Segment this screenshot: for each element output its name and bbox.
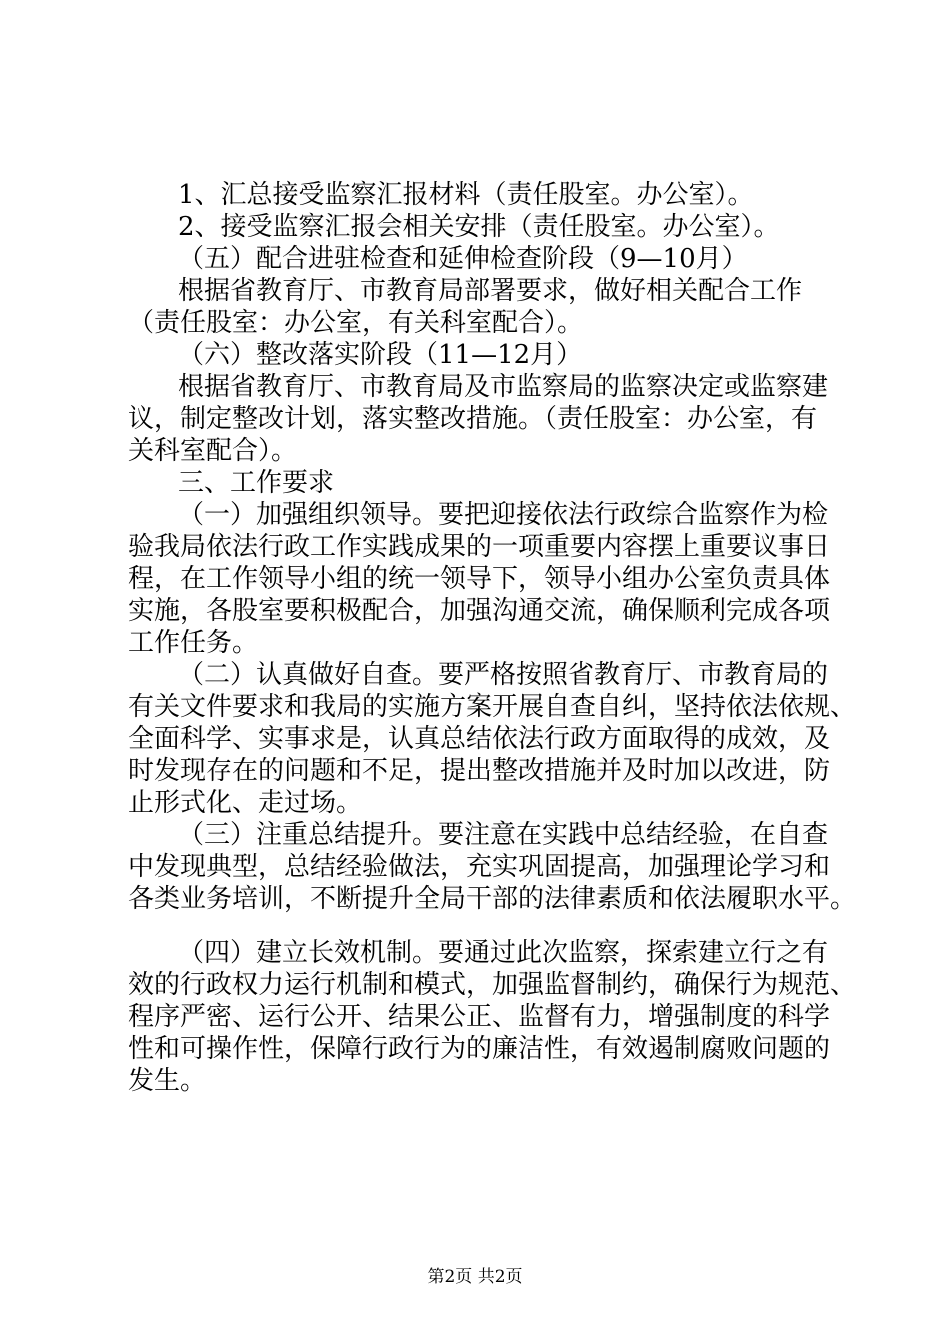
- paragraph-line: 效的行政权力运行机制和模式，加强监督制约，确保行为规范、: [128, 970, 857, 1000]
- paragraph-line: 根据省教育厅、市教育局部署要求，做好相关配合工作: [178, 276, 803, 306]
- paragraph-line: 实施，各股室要积极配合，加强沟通交流，确保顺利完成各项: [128, 596, 831, 626]
- paragraph-line: 性和可操作性，保障行政行为的廉洁性，有效遏制腐败问题的: [128, 1034, 831, 1064]
- paragraph-line: （二）认真做好自查。要严格按照省教育厅、市教育局的: [178, 660, 829, 690]
- paragraph-line: （四）建立长效机制。要通过此次监察，探索建立行之有: [178, 938, 829, 968]
- paragraph-line: 发生。: [128, 1066, 207, 1096]
- paragraph-line: 程序严密、运行公开、结果公正、监督有力，增强制度的科学: [128, 1002, 831, 1032]
- list-item-1: 1、汇总接受监察汇报材料（责任股室。办公室）。: [178, 180, 754, 210]
- paragraph-line: 工作任务。: [128, 628, 259, 658]
- paragraph-line: 验我局依法行政工作实践成果的一项重要内容摆上重要议事日: [128, 532, 831, 562]
- paragraph-line: （一）加强组织领导。要把迎接依法行政综合监察作为检: [178, 500, 829, 530]
- page-footer: 第2页 共2页: [427, 1267, 523, 1287]
- paragraph-line: 各类业务培训，不断提升全局干部的法律素质和依法履职水平。: [128, 884, 857, 914]
- paragraph-line: （三）注重总结提升。要注意在实践中总结经验，在自查: [178, 820, 829, 850]
- paragraph-line: （责任股室：办公室，有关科室配合）。: [128, 308, 584, 338]
- paragraph-line: 议，制定整改计划，落实整改措施。（责任股室：办公室，有: [128, 404, 818, 434]
- paragraph-line: 根据省教育厅、市教育局及市监察局的监察决定或监察建: [178, 372, 829, 402]
- paragraph-line: 关科室配合）。: [128, 436, 298, 466]
- paragraph-line: 中发现典型，总结经验做法，充实巩固提高，加强理论学习和: [128, 852, 831, 882]
- paragraph-line: 有关文件要求和我局的实施方案开展自查自纠，坚持依法依规、: [128, 692, 857, 722]
- paragraph-line: 止形式化、走过场。: [128, 788, 363, 818]
- section-heading-5: （五）配合进驻检查和延伸检查阶段（9—10月）: [178, 244, 748, 274]
- list-item-2: 2、接受监察汇报会相关安排（责任股室。办公室）。: [178, 212, 780, 242]
- paragraph-line: 程，在工作领导小组的统一领导下，领导小组办公室负责具体: [128, 564, 831, 594]
- section-heading-6: （六）整改落实阶段（11—12月）: [178, 340, 583, 370]
- section-heading-3: 三、工作要求: [178, 468, 335, 498]
- paragraph-line: 时发现存在的问题和不足，提出整改措施并及时加以改进，防: [128, 756, 831, 786]
- paragraph-line: 全面科学、实事求是，认真总结依法行政方面取得的成效，及: [128, 724, 831, 754]
